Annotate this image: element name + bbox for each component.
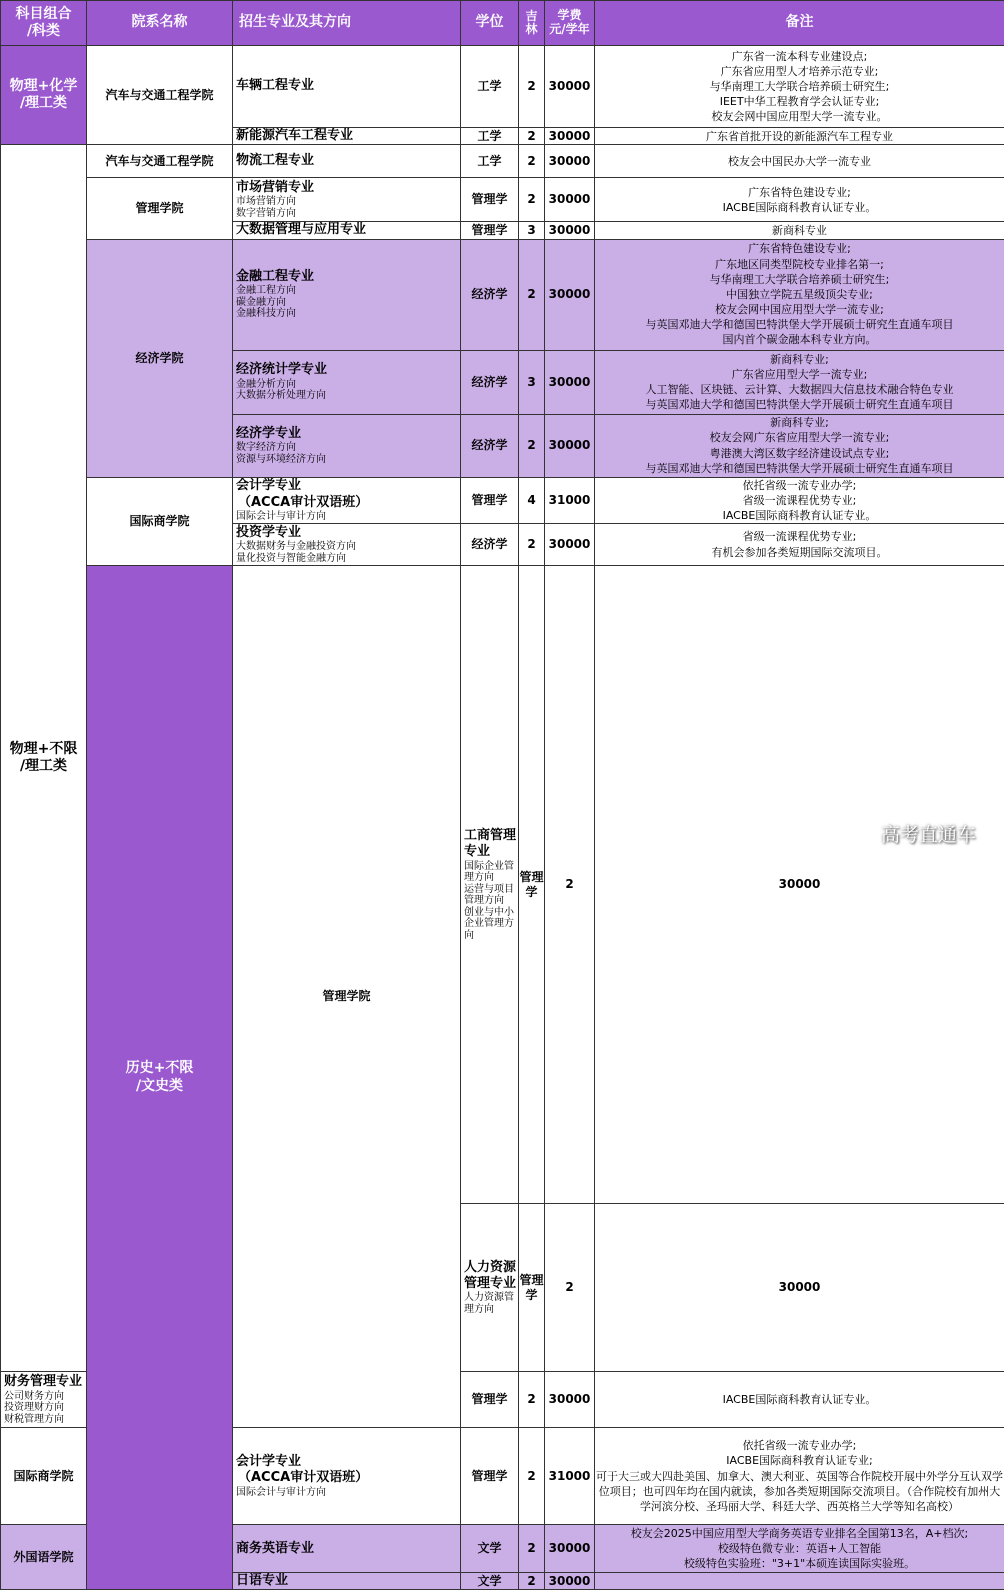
fee-cell: 30000: [545, 524, 595, 566]
degree-cell: 文学: [461, 1525, 519, 1573]
fee-cell: 30000: [545, 222, 595, 239]
major-cell: [461, 566, 519, 1204]
major-name: 大数据管理与应用专业: [236, 222, 460, 238]
major-cell: [233, 414, 461, 477]
degree-cell: 管理学: [461, 477, 519, 524]
years-cell: 2: [545, 566, 595, 1204]
notes-cell: 省级一流课程优势专业; 有机会参加各类短期国际交流项目。: [595, 524, 1004, 566]
major-name-class: （ACCA审计双语班）: [236, 1470, 460, 1486]
degree-cell: 经济学: [461, 524, 519, 566]
category-cell: 历史+不限 /文史类: [87, 566, 233, 1590]
college-cell: 汽车与交通工程学院: [87, 145, 233, 178]
years-cell: 2: [519, 524, 545, 566]
table-row: [1, 178, 1004, 222]
degree-cell: 经济学: [461, 350, 519, 414]
notes-cell: 新商科专业; 校友会网广东省应用型大学一流专业; 粤港澳大湾区数字经济建设试点专业; 与英国邓迪大学和德国巴特洪堡大学开展硕士研究生直通车项目: [595, 414, 1004, 477]
years-cell: 2: [519, 239, 545, 350]
years-cell: 2: [519, 46, 545, 128]
major-name: 人力资源管理专业: [464, 1260, 518, 1293]
major-cell: [233, 524, 461, 566]
college-cell: 外国语学院: [1, 1525, 87, 1590]
years-cell: 2: [545, 1204, 595, 1372]
major-cell: [233, 1525, 461, 1573]
major-cell: [233, 178, 461, 222]
college-cell: 管理学院: [87, 178, 233, 239]
major-name: 工商管理专业: [464, 828, 518, 861]
notes-cell: 校友会2025中国应用型大学商务英语专业排名全国第13名，A+档次; 校级特色微专业：英语+人工智能 校级特色实验班："3+1"本硕连读国际实验班。: [595, 1525, 1004, 1573]
major-direction: 量化投资与智能金融方向: [236, 553, 460, 565]
major-direction: 数字营销方向: [236, 208, 460, 220]
notes-cell: 广东省首批开设的新能源汽车工程专业: [595, 128, 1004, 145]
notes-cell: 新商科专业: [595, 222, 1004, 239]
college-cell: 经济学院: [87, 239, 233, 477]
fee-cell: 30000: [545, 1573, 595, 1590]
header-fee: 学费 元/学年: [545, 1, 595, 46]
notes-cell: 广东省一流本科专业建设点; 广东省应用型人才培养示范专业; 与华南理工大学联合培养硕士研究生; IEET中华工程教育学会认证专业; 校友会网中国应用型大学一流专业。: [595, 46, 1004, 128]
years-cell: 2: [519, 145, 545, 178]
degree-cell: 管理学: [519, 1204, 545, 1372]
major-direction: 大数据分析处理方向: [236, 390, 460, 402]
major-direction: 碳金融方向: [236, 297, 460, 309]
major-name: 日语专业: [236, 1573, 460, 1589]
years-cell: 2: [519, 414, 545, 477]
fee-cell: 30000: [545, 414, 595, 477]
degree-cell: 工学: [461, 128, 519, 145]
college-cell: 国际商学院: [1, 1428, 87, 1525]
fee-cell: 30000: [595, 1204, 1004, 1372]
notes-cell: 广东省特色建设专业; 广东地区同类型院校专业排名第一; 与华南理工大学联合培养硕士研究生; 中国独立学院五星级顶尖专业; 校友会网中国应用型大学一流专业; 与英国邓迪大学和德国巴特洪堡大学开展硕士研究生直通车项目 国内首个碳金融本科专业方向。: [595, 239, 1004, 350]
notes-cell: 广东省特色建设专业; IACBE国际商科教育认证专业。: [595, 178, 1004, 222]
major-direction: 数字经济方向: [236, 442, 460, 454]
degree-cell: 工学: [461, 46, 519, 128]
major-cell: [233, 128, 461, 145]
major-direction: 人力资源管理方向: [464, 1292, 518, 1315]
header-years: 吉 林: [519, 1, 545, 46]
major-name: 商务英语专业: [236, 1541, 460, 1557]
table-row: [1, 145, 1004, 178]
major-name: 金融工程专业: [236, 269, 460, 285]
years-cell: 2: [519, 178, 545, 222]
major-direction: 资源与环境经济方向: [236, 454, 460, 466]
major-name: 投资学专业: [236, 525, 460, 541]
fee-cell: 30000: [545, 46, 595, 128]
degree-cell: 管理学: [461, 222, 519, 239]
major-name-class: （ACCA审计双语班）: [236, 495, 460, 511]
major-cell: [233, 1428, 461, 1525]
table-row: [1, 46, 1004, 128]
header-major: 招生专业及其方向: [233, 1, 461, 46]
college-cell: 管理学院: [233, 566, 461, 1428]
years-cell: 3: [519, 222, 545, 239]
watermark: 高考直通车: [881, 820, 976, 847]
major-direction: 金融工程方向: [236, 285, 460, 297]
major-direction: 国际企业管理方向: [464, 861, 518, 884]
notes-cell: 新商科专业; 广东省应用型大学一流专业; 人工智能、区块链、云计算、大数据四大信息技术融合特色专业 与英国邓迪大学和德国巴特洪堡大学开展硕士研究生直通车项目: [595, 350, 1004, 414]
major-direction: 投资理财方向: [4, 1402, 86, 1414]
major-direction: 公司财务方向: [4, 1391, 86, 1403]
notes-cell: [595, 1573, 1004, 1590]
major-direction: 国际会计与审计方向: [236, 511, 460, 523]
fee-cell: 31000: [545, 1428, 595, 1525]
category-cell: 物理+化学 /理工类: [1, 46, 87, 145]
years-cell: 3: [519, 350, 545, 414]
fee-cell: 30000: [545, 178, 595, 222]
years-cell: 2: [519, 1428, 545, 1525]
notes-cell: IACBE国际商科教育认证专业。: [595, 1372, 1004, 1428]
fee-cell: 30000: [545, 128, 595, 145]
degree-cell: 管理学: [461, 178, 519, 222]
years-cell: 2: [519, 1573, 545, 1590]
degree-cell: 经济学: [461, 239, 519, 350]
fee-cell: 30000: [545, 350, 595, 414]
notes-cell: 依托省级一流专业办学; IACBE国际商科教育认证专业; 可于大三或大四赴美国、加拿大、澳大利亚、英国等合作院校开展中外学分互认双学位项目；也可四年均在国内就读，参加各类短期国际交流项目。（合作院校有加州大学河滨分校、圣玛丽大学、科廷大学、西英格兰大学等知名高校）: [595, 1428, 1004, 1525]
major-direction: 大数据财务与金融投资方向: [236, 541, 460, 553]
degree-cell: 经济学: [461, 414, 519, 477]
major-name: 车辆工程专业: [236, 78, 460, 94]
major-direction: 创业与中小企业管理方向: [464, 907, 518, 942]
years-cell: 4: [519, 477, 545, 524]
degree-cell: 管理学: [519, 566, 545, 1204]
fee-cell: 30000: [595, 566, 1004, 1204]
major-name: 物流工程专业: [236, 153, 460, 169]
notes-cell: 依托省级一流专业办学; 省级一流课程优势专业; IACBE国际商科教育认证专业。: [595, 477, 1004, 524]
major-name: 新能源汽车工程专业: [236, 128, 460, 144]
college-cell: 国际商学院: [87, 477, 233, 566]
table-row: [1, 566, 1004, 1204]
years-cell: 2: [519, 1525, 545, 1573]
major-cell: [461, 1204, 519, 1372]
fee-cell: 30000: [545, 145, 595, 178]
major-cell: [233, 350, 461, 414]
header-notes: 备注: [595, 1, 1004, 46]
major-cell: [233, 1573, 461, 1590]
major-name: 经济学专业: [236, 426, 460, 442]
fee-cell: 30000: [545, 239, 595, 350]
header-degree: 学位: [461, 1, 519, 46]
years-cell: 2: [519, 1372, 545, 1428]
college-cell: 汽车与交通工程学院: [87, 46, 233, 145]
fee-cell: 31000: [545, 477, 595, 524]
years-cell: 2: [519, 128, 545, 145]
major-cell: [233, 222, 461, 239]
table-row: [1, 477, 1004, 524]
major-direction: 金融科技方向: [236, 308, 460, 320]
major-cell: [233, 477, 461, 524]
major-name: 会计学专业: [236, 478, 460, 494]
major-name: 经济统计学专业: [236, 362, 460, 378]
notes-cell: 校友会中国民办大学一流专业: [595, 145, 1004, 178]
major-direction: 金融分析方向: [236, 379, 460, 391]
major-direction: 国际会计与审计方向: [236, 1487, 460, 1499]
header-row: [1, 1, 1004, 46]
major-name: 会计学专业: [236, 1454, 460, 1470]
header-category: 科目组合 /科类: [1, 1, 87, 46]
major-cell: [233, 46, 461, 128]
major-cell: [233, 145, 461, 178]
fee-cell: 30000: [545, 1372, 595, 1428]
header-college: 院系名称: [87, 1, 233, 46]
major-cell: [233, 239, 461, 350]
major-direction: 财税管理方向: [4, 1414, 86, 1426]
degree-cell: 工学: [461, 145, 519, 178]
major-name: 财务管理专业: [4, 1374, 86, 1390]
major-cell: [1, 1372, 87, 1428]
degree-cell: 管理学: [461, 1372, 519, 1428]
table-row: [1, 239, 1004, 350]
category-cell: 物理+不限 /理工类: [1, 145, 87, 1372]
major-direction: 运营与项目管理方向: [464, 884, 518, 907]
major-direction: 市场营销方向: [236, 196, 460, 208]
major-name: 市场营销专业: [236, 180, 460, 196]
degree-cell: 文学: [461, 1573, 519, 1590]
fee-cell: 30000: [545, 1525, 595, 1573]
degree-cell: 管理学: [461, 1428, 519, 1525]
